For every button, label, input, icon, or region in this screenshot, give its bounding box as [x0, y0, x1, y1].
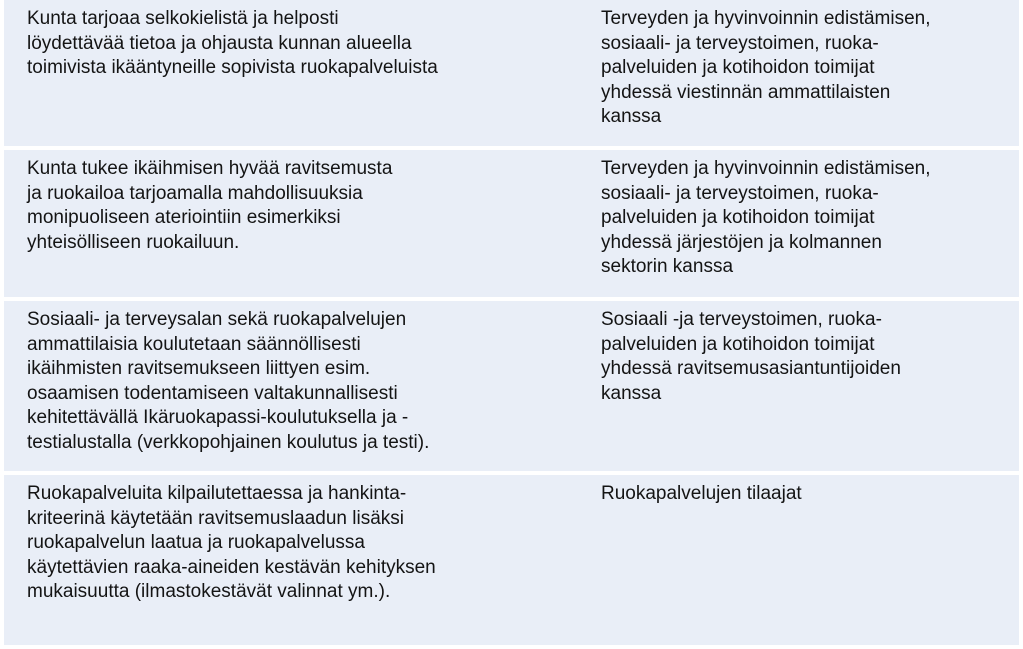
table-row	[4, 150, 1019, 297]
action-table	[4, 0, 1019, 649]
responsible-cell: Terveyden ja hyvinvoinnin edistämisen, sosiaali- ja terveystoimen, ruoka- palveluiden ja kotihoidon toimijat yhdessä järjestöjen ja kolmannen sektorin kanssa	[601, 158, 931, 278]
table-row	[4, 301, 1019, 471]
responsible-cell: Ruokapalvelujen tilaajat	[601, 483, 802, 504]
action-cell: Kunta tarjoaa selkokielistä ja helposti löydettävää tietoa ja ohjausta kunnan alueella toimivista ikääntyneille sopivista ruokapalveluista	[27, 8, 438, 79]
action-cell: Kunta tukee ikäihmisen hyvää ravitsemusta ja ruokailoa tarjoamalla mahdollisuuksia monipuoliseen ateriointiin esimerkiksi yhteisölliseen ruokailuun.	[27, 158, 393, 253]
action-cell: Ruokapalveluita kilpailutettaessa ja hankinta- kriteerinä käytetään ravitsemuslaadun lisäksi ruokapalvelun laatua ja ruokapalvelussa käytettävien raaka-aineiden kestävän kehityksen mukaisuutta (ilmastokestävät valinnat ym.).	[27, 483, 436, 603]
responsible-cell: Terveyden ja hyvinvoinnin edistämisen, sosiaali- ja terveystoimen, ruoka- palveluiden ja kotihoidon toimijat yhdessä viestinnän ammattilaisten kanssa	[601, 8, 931, 128]
table-row	[4, 0, 1019, 146]
action-cell: Sosiaali- ja terveysalan sekä ruokapalvelujen ammattilaisia koulutetaan säännöllisesti ikäihmisten ravitsemukseen liittyen esim. osaamisen todentamiseen valtakunnallisesti kehitettävällä Ikäruokapassi-koulutuksella ja - testialustalla (verkkopohjainen koulutus ja testi).	[27, 309, 430, 453]
table-row	[4, 475, 1019, 645]
responsible-cell: Sosiaali -ja terveystoimen, ruoka- palveluiden ja kotihoidon toimijat yhdessä ravitsemusasiantuntijoiden kanssa	[601, 309, 901, 404]
